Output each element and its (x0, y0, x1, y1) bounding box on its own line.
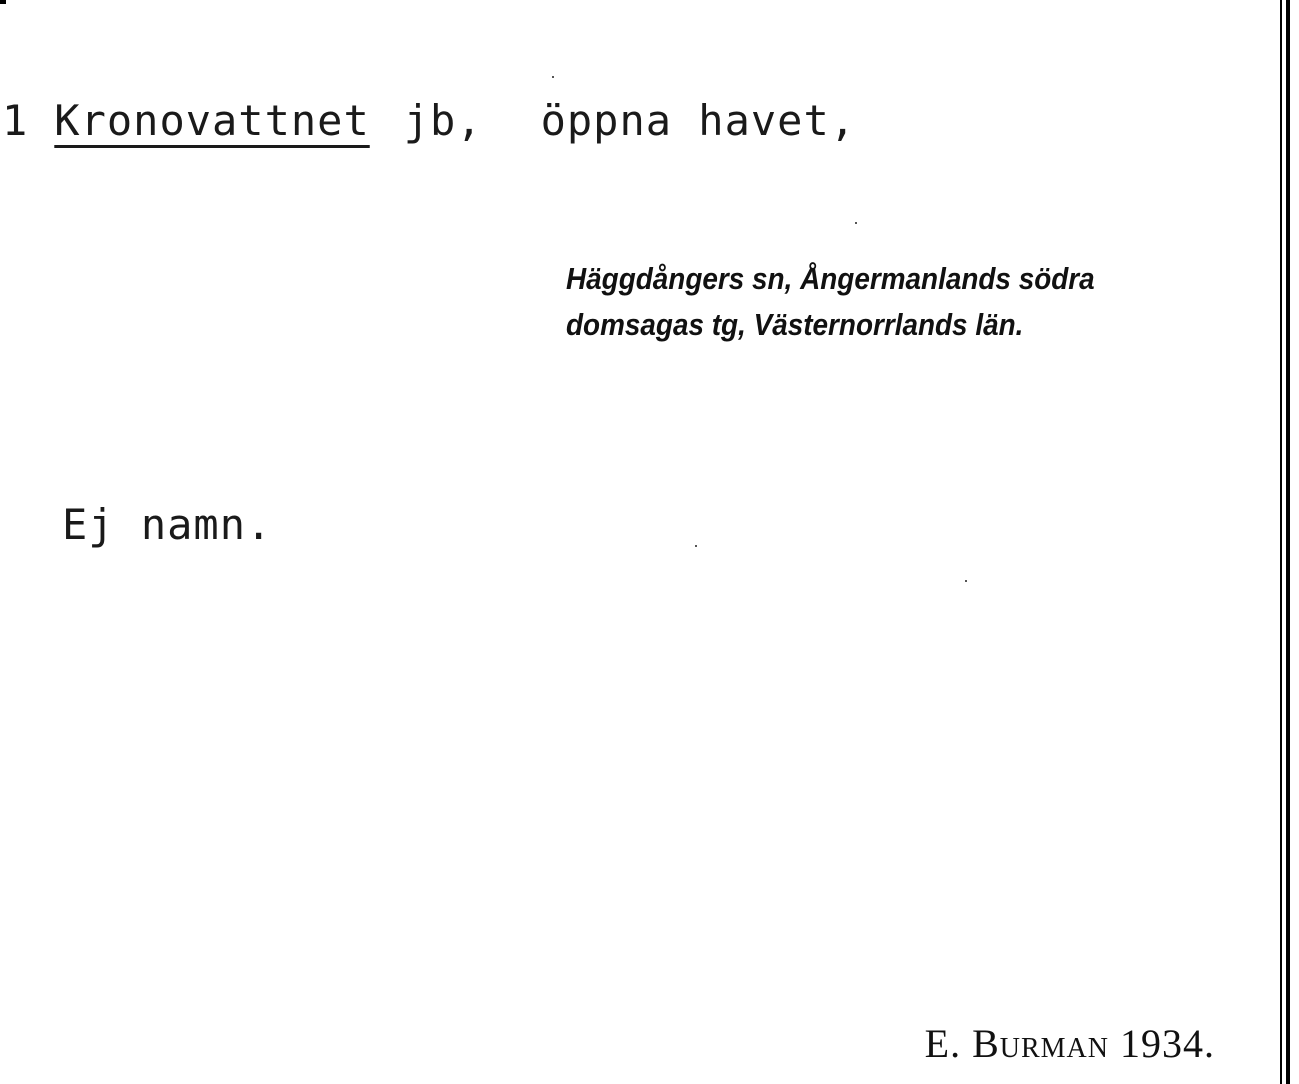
signature-initial: E. (924, 1021, 962, 1066)
scan-speck (552, 76, 554, 78)
note-text: Ej namn. (62, 500, 273, 549)
location-line-1: Häggdångers sn, Ångermanlands södra (566, 261, 1095, 296)
entry-number: 1 (2, 96, 29, 145)
corner-mark (0, 0, 6, 4)
card-edge-line (1280, 0, 1282, 1084)
signature-year: 1934. (1120, 1021, 1215, 1066)
entry-type: jb, (403, 96, 483, 145)
location-stamp (566, 256, 1196, 348)
entry-place: öppna havet, (540, 96, 857, 145)
scan-speck (695, 545, 697, 547)
entry-header (2, 96, 856, 145)
signature-surname: Burman (972, 1021, 1109, 1066)
signature (925, 1020, 1215, 1067)
card-edge (1286, 0, 1290, 1084)
scan-speck (965, 580, 967, 582)
entry-name: Kronovattnet (54, 96, 370, 145)
scan-speck (855, 222, 857, 224)
location-line-2: domsagas tg, Västernorrlands län. (566, 307, 1024, 342)
